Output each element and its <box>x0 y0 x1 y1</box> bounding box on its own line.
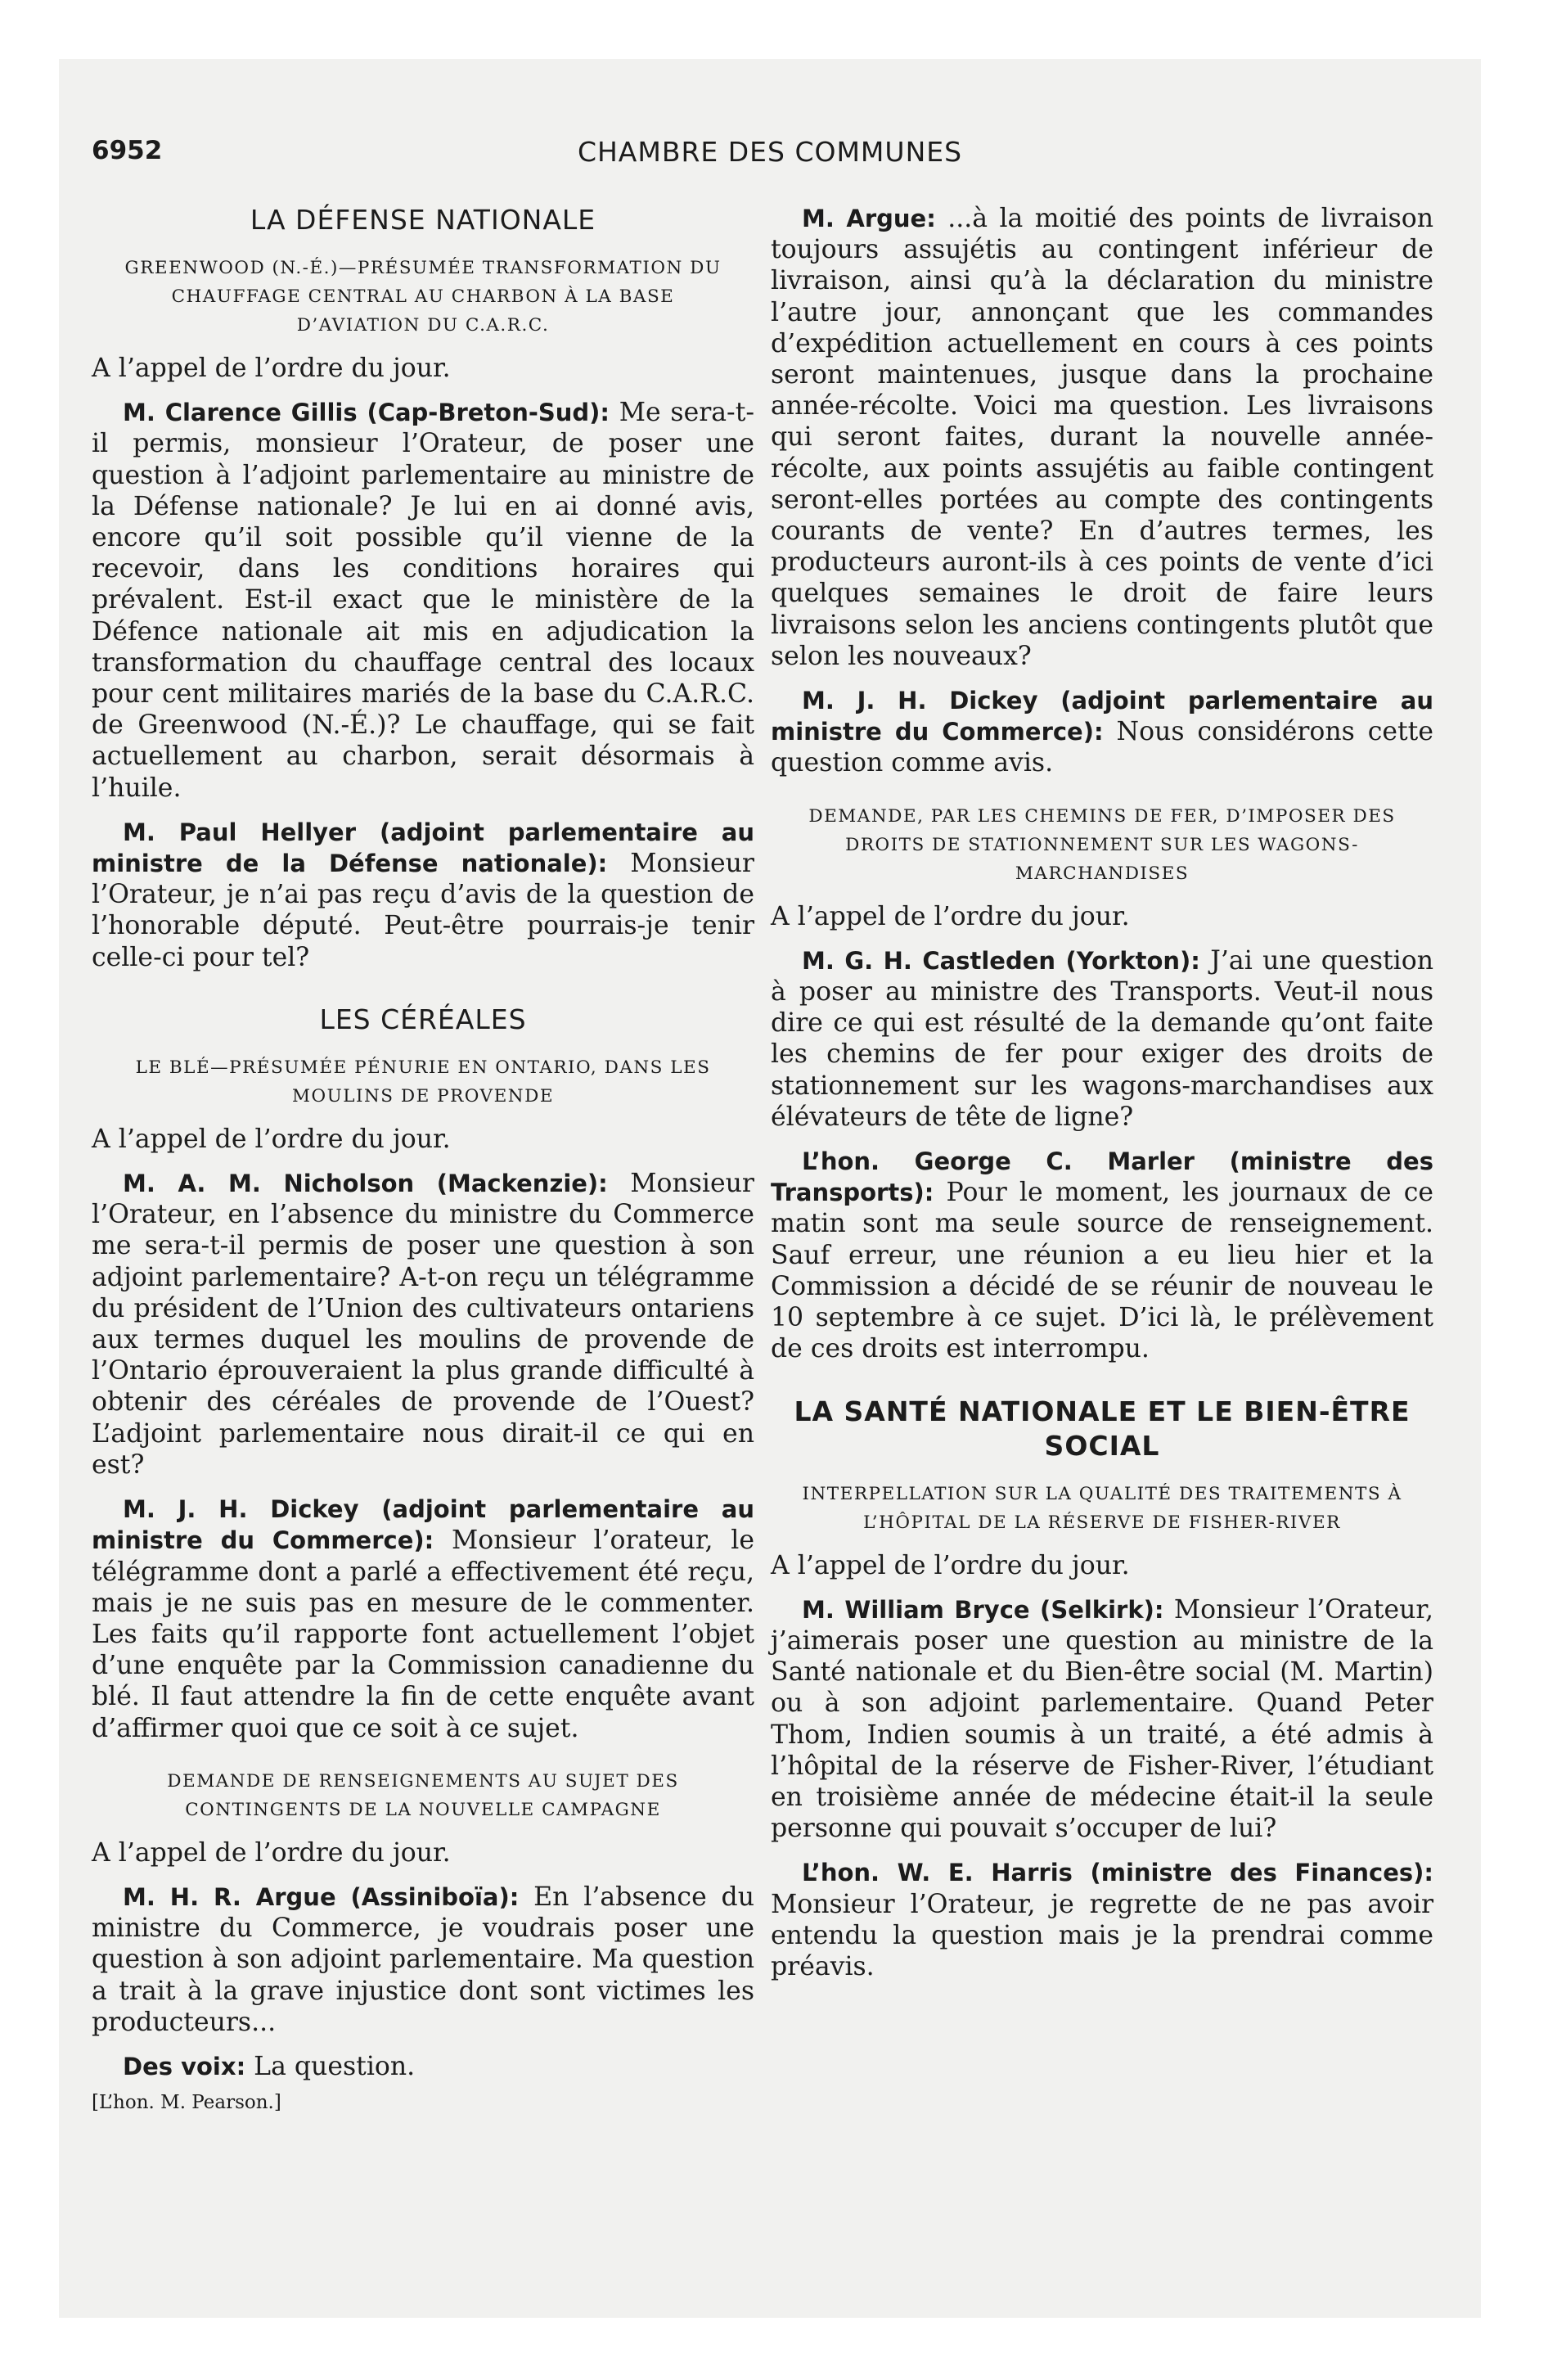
speaker-name: M. H. R. Argue (Assiniboïa): <box>123 1882 520 1911</box>
section-heading-health: LA SANTÉ NATIONALE ET LE BIEN-ÊTRE SOCIAL <box>794 1395 1411 1462</box>
speech-text: Monsieur l’Orateur, j’aimerais poser une question au ministre de la Santé nationale et du Bien-être social (M. Martin) ou à son adjoint parlementaire. Quand Peter Thom, Indien soumis à un traité, a été admis à l’hôpital de la réserve de Fisher-River, l’étudiant en troisième année de médecine était-il la seule personne qui pouvait s’occuper de lui? <box>771 1594 1433 1844</box>
paragraph-bryce <box>771 1594 1433 1845</box>
speaker-name: M. Paul Hellyer (adjoint parlementaire au ministre de la Défense nationale): <box>92 818 754 878</box>
paragraph-argue <box>92 1882 754 2038</box>
speech-text: Monsieur l’Orateur, en l’absence du ministre du Commerce me sera-t-il permis de poser une question à son adjoint parlementaire? A-t-on reçu un télégramme du président de l’Union des cultivateurs ontariens aux termes duquel les moulins de provende de l’Ontario éprouveraient la plus grande difficulté à obtenir des céréales de provende de l’Ouest? L’adjoint parlementaire nous dirait-il ce qui en est? <box>92 1169 754 1480</box>
speaker-name: M. A. M. Nicholson (Mackenzie): <box>123 1170 608 1198</box>
speaker-name: M. Argue: <box>802 205 936 232</box>
paragraph-harris <box>771 1857 1433 1982</box>
speech-text: ...à la moitié des points de livraison toujours assujétis au contingent inférieur de livraison, ainsi qu’à la déclaration du ministre l’autre jour, annonçant que les commandes d’expédition actuellement en cours à ces points seront maintenues, jusque dans la prochaine année-récolte. Voici ma question. Les livraisons qui seront faites, durant la nouvelle année-récolte, aux points assujétis au faible contingent seront-elles portées au compte des contingents courants de vente? En d’autres termes, les producteurs auront-ils à ces points de vente d’ici quelques semaines le droit de faire leurs livraisons selon les anciens contingents plutôt que selon les nouveaux? <box>771 204 1433 671</box>
page-header <box>92 131 1448 172</box>
speaker-name: L’hon. George C. Marler (ministre des Transports): <box>771 1147 1433 1207</box>
speech-text: Pour le moment, les journaux de ce matin sont ma seule source de renseignement. Sauf erreur, une réunion a eu lieu hier et la Commission a décidé de se réunir de nouveau le 10 septembre à ce sujet. D’ici là, le prélèvement de ces droits est interrompu. <box>771 1178 1433 1364</box>
order-of-day: A l’appel de l’ordre du jour. <box>92 354 451 383</box>
order-of-day: A l’appel de l’ordre du jour. <box>92 1124 451 1154</box>
speaker-name: Des voix: <box>123 2052 246 2080</box>
paragraph-argue-continued <box>771 203 1433 672</box>
speech-text: Monsieur l’Orateur, je n’ai pas reçu d’avis de la question de l’honorable député. Peut-être pourrais-je tenir celle-ci pour tel? <box>92 849 754 972</box>
speech-text: En l’absence du ministre du Commerce, je voudrais poser une question à son adjoint parlementaire. Ma question a trait à la grave injustice dont sont victimes les producteurs... <box>92 1882 754 2037</box>
speech-text: La question. <box>245 2051 416 2081</box>
section-heading-cereals: LES CÉRÉALES <box>319 1003 527 1035</box>
paragraph-dickey-reply <box>771 685 1433 779</box>
order-of-day: A l’appel de l’ordre du jour. <box>771 901 1130 931</box>
paragraph-marler <box>771 1146 1433 1364</box>
subheading-quotas: DEMANDE DE RENSEIGNEMENTS AU SUJET DES CONTINGENTS DE LA NOUVELLE CAMPAGNE <box>167 1770 679 1820</box>
speaker-name: M. J. H. Dickey (adjoint parlementaire au ministre du Commerce): <box>771 687 1433 746</box>
speaker-name: L’hon. W. E. Harris (ministre des Finances): <box>802 1859 1433 1887</box>
order-of-day: A l’appel de l’ordre du jour. <box>771 1550 1130 1580</box>
speaker-name: M. J. H. Dickey (adjoint parlementaire au ministre du Commerce): <box>92 1495 754 1555</box>
speaker-name: M. G. H. Castleden (Yorkton): <box>802 946 1200 975</box>
running-title: CHAMBRE DES COMMUNES <box>577 136 963 168</box>
speech-text: Monsieur l’orateur, le télégramme dont a parlé a effectivement été reçu, mais je ne suis pas en mesure de le commenter. Les faits qu’il rapporte font actuellement l’objet d’une enquête par la Commission canadienne du blé. Il faut attendre la fin de cette enquête avant d’affirmer quoi que ce soit à ce sujet. <box>92 1526 755 1743</box>
order-of-day: A l’appel de l’ordre du jour. <box>92 1837 451 1868</box>
paragraph-hellyer <box>92 817 754 973</box>
speech-text: Monsieur l’Orateur, je regrette de ne pas avoir entendu la question mais je la prendrai comme préavis. <box>771 1889 1433 1981</box>
paragraph-gillis <box>92 397 754 804</box>
subheading-greenwood: GREENWOOD (N.-É.)—PRÉSUMÉE TRANSFORMATION DU CHAUFFAGE CENTRAL AU CHARBON À LA BASE D’AVIATION DU C.A.R.C. <box>124 258 722 336</box>
speaker-name: M. Clarence Gillis (Cap-Breton-Sud): <box>123 399 610 427</box>
left-column <box>92 203 754 2115</box>
page-number: 6952 <box>92 136 163 165</box>
subheading-fisher-river: INTERPELLATION SUR LA QUALITÉ DES TRAITEMENTS À L’HÔPITAL DE LA RÉSERVE DE FISHER-RIVER <box>802 1483 1402 1533</box>
paragraph-dickey <box>92 1494 754 1744</box>
subheading-railway-charges: DEMANDE, PAR LES CHEMINS DE FER, D’IMPOSER DES DROITS DE STATIONNEMENT SUR LES WAGONS-MARCHANDISES <box>808 805 1396 884</box>
paragraph-voices <box>92 2051 754 2082</box>
speech-text: Me sera-t-il permis, monsieur l’Orateur, de poser une question à l’adjoint parlementaire au ministre de la Défense nationale? Je lui en ai donné avis, encore qu’il soit possible qu’il vienne de la recevoir, dans les conditions horaires qui prévalent. Est-il exact que le ministère de la Défence nationale ait mis en adjudication la transformation du chauffage central des locaux pour cent militaires mariés de la base du C.A.R.C. de Greenwood (N.-É.)? Le chauffage, qui se fait actuellement au charbon, serait désormais à l’huile. <box>92 398 754 803</box>
speech-text: J’ai une question à poser au ministre des Transports. Veut-il nous dire ce qui est résulté de la demande qu’ont faite les chemins de fer pour exiger des droits de stationnement sur les wagons-marchandises aux élévateurs de tête de ligne? <box>771 945 1433 1132</box>
section-heading-defense: LA DÉFENSE NATIONALE <box>250 204 596 236</box>
subheading-wheat-shortage: LE BLÉ—PRÉSUMÉE PÉNURIE EN ONTARIO, DANS LES MOULINS DE PROVENDE <box>135 1057 711 1107</box>
paragraph-nicholson <box>92 1168 754 1481</box>
speaker-name: M. William Bryce (Selkirk): <box>802 1595 1164 1624</box>
right-column <box>771 203 1433 1995</box>
paragraph-castleden <box>771 945 1433 1133</box>
speech-text: Nous considérons cette question comme avis. <box>771 717 1433 778</box>
bracket-note: [L’hon. M. Pearson.] <box>92 2092 281 2114</box>
